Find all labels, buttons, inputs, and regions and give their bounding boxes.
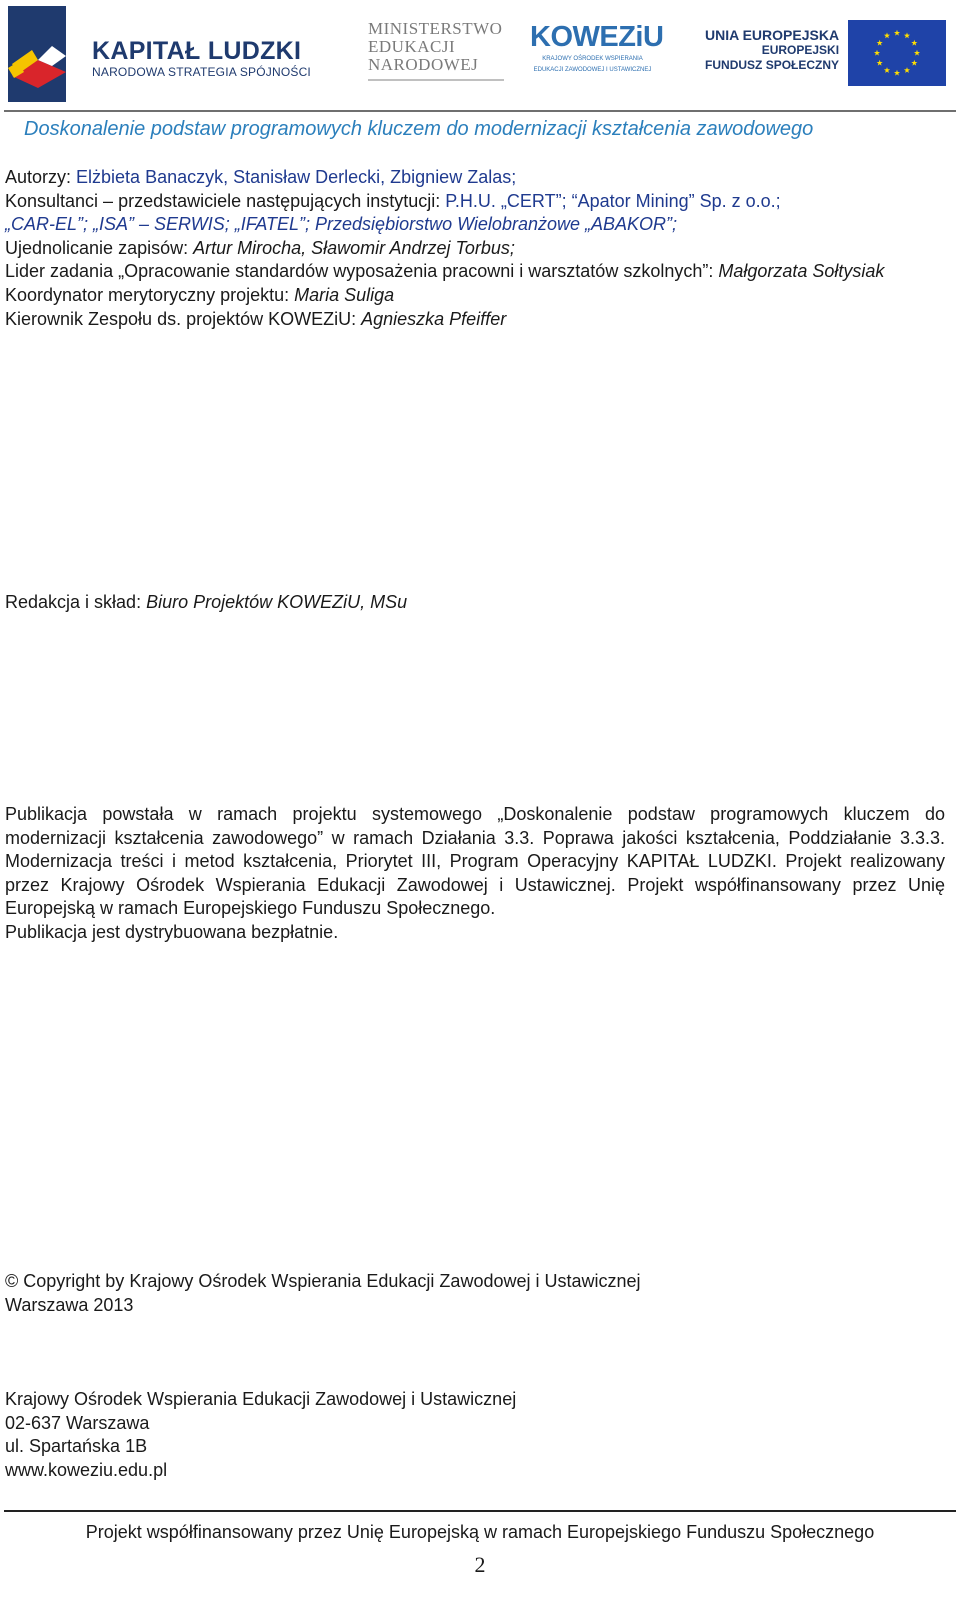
task-leader-name: Małgorzata Sołtysiak (718, 261, 885, 282)
coordinator-line (5, 284, 945, 308)
eu-line-3: FUNDUSZ SPOŁECZNY (705, 58, 840, 72)
address-name: Krajowy Ośrodek Wspierania Edukacji Zawodowej i Ustawicznej (5, 1389, 517, 1409)
koweziu-logo (530, 21, 664, 74)
consultants-list-2: „CAR-EL”; „ISA” – SERWIS; „IFATEL”; Przedsiębiorstwo Wielobranżowe „ABAKOR”; (5, 214, 678, 235)
page-header-title: Doskonalenie podstaw programowych kluczem do modernizacji kształcenia zawodowego (24, 118, 814, 140)
eu-line-2: EUROPEJSKI (761, 43, 840, 57)
coordinator-name: Maria Suliga (294, 284, 395, 305)
koweziu-subtitle-2: EDUKACJI ZAWODOWEJ I USTAWICZNEJ (533, 67, 652, 73)
page-footer: Projekt współfinansowany przez Unię Europejską w ramach Europejskiego Funduszu Społecznego (85, 1522, 875, 1542)
footer-rule (4, 1510, 956, 1512)
logo-bar (0, 0, 960, 108)
credits-block (5, 166, 945, 331)
address-block (5, 1388, 945, 1482)
consultants-label: Konsultanci – przedstawiciele następujących instytucji: (5, 190, 446, 211)
consultants-line (5, 190, 945, 214)
task-leader-line (5, 260, 945, 284)
kapital-ludzki-title: KAPITAŁ LUDZKI (92, 37, 302, 65)
ministerstwo-underline (368, 79, 504, 81)
authors-label: Autorzy: (5, 167, 77, 187)
kapital-ludzki-logo-icon (8, 6, 72, 102)
ministerstwo-line-2: EDUKACJI (368, 37, 456, 56)
address-city: 02-637 Warszawa (5, 1412, 150, 1433)
header-rule (4, 110, 956, 112)
unification-line (5, 237, 945, 261)
koweziu-subtitle-1: KRAJOWY OŚRODEK WSPIERANIA (542, 56, 643, 62)
manager-line (5, 308, 945, 332)
coordinator-label: Koordynator merytoryczny projektu: (5, 284, 295, 305)
page-number: 2 (474, 1552, 486, 1577)
authors-names: Elżbieta Banaczyk, Stanisław Derlecki, Zbigniew Zalas; (76, 167, 517, 187)
eu-line-1: UNIA EUROPEJSKA (705, 27, 840, 43)
editing-line (5, 591, 945, 615)
copyright-year: Warszawa 2013 (5, 1294, 134, 1315)
editing-block (5, 591, 945, 615)
manager-label: Kierownik Zespołu ds. projektów KOWEZiU: (5, 308, 362, 329)
manager-name: Agnieszka Pfeiffer (361, 308, 507, 329)
kapital-ludzki-subtitle: NARODOWA STRATEGIA SPÓJNOŚCI (92, 65, 311, 79)
copyright-block (5, 1270, 945, 1317)
unification-names: Artur Mirocha, Sławomir Andrzej Torbus; (193, 237, 515, 258)
editing-value: Biuro Projektów KOWEZiU, MSu (146, 592, 408, 612)
consultants-list-1: P.H.U. „CERT”; “Apator Mining” Sp. z o.o.; (445, 190, 781, 211)
koweziu-wordmark: KOWEZiU (530, 21, 664, 53)
ministerstwo-line-3: NARODOWEJ (368, 55, 479, 74)
eu-logo-text (705, 28, 839, 73)
publication-paragraph: Publikacja powstała w ramach projektu systemowego „Doskonalenie podstaw programowych kluczem do modernizacji kształcenia zawodowego” w ramach Działania 3.3. Poprawa jakości kształcenia, Poddziałanie 3.3.3. Modernizacja treści i metod kształcenia, Priorytet III, Program Operacyjny KAPITAŁ LUDZKI. Projekt realizowany przez Krajowy Ośrodek Wspierania Edukacji Zawodowej i Ustawicznej. Projekt współfinansowany przez Unię Europejską w ramach Europejskiego Funduszu Społecznego. (5, 804, 945, 919)
address-street: ul. Spartańska 1B (5, 1436, 148, 1457)
address-website-link[interactable]: www.koweziu.edu.pl (5, 1459, 168, 1480)
publication-free-note: Publikacja jest dystrybuowana bezpłatnie. (5, 921, 339, 942)
task-leader-label: Lider zadania „Opracowanie standardów wyposażenia pracowni i warsztatów szkolnych”: (5, 261, 719, 282)
kapital-ludzki-wordmark (92, 38, 311, 79)
authors-line (5, 166, 945, 190)
ministerstwo-logo (368, 20, 502, 74)
eu-flag-icon (848, 20, 946, 86)
copyright-line: © Copyright by Krajowy Ośrodek Wspierania Edukacji Zawodowej i Ustawicznej (5, 1271, 641, 1291)
editing-label: Redakcja i skład: (5, 592, 147, 612)
publication-block (5, 803, 945, 945)
unification-label: Ujednolicanie zapisów: (5, 237, 194, 258)
ministerstwo-line-1: MINISTERSTWO (368, 19, 503, 38)
